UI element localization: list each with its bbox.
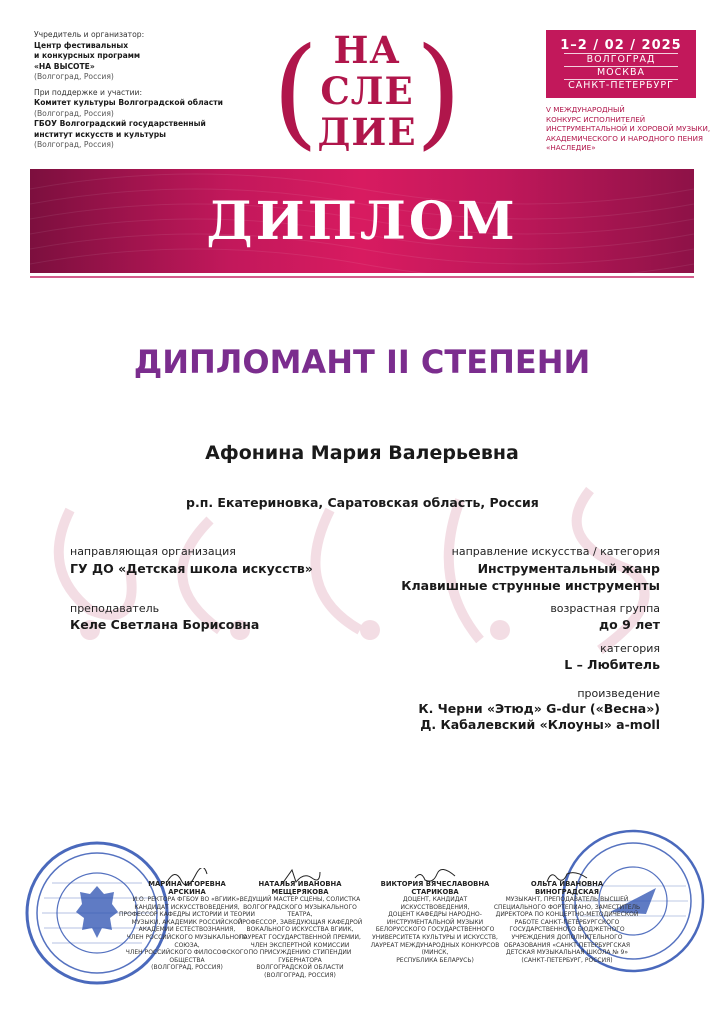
logo-line-2: СЛЕ [320, 69, 414, 113]
direction-value-2: Клавишные струнные инструменты [401, 578, 660, 593]
signer-4-line-7: ОБРАЗОВАНИЯ «САНКТ-ПЕТЕРБУРГСКАЯ [503, 941, 631, 949]
signer-1-line-3: ПРОФЕССОР КАФЕДРЫ ИСТОРИИ И ТЕОРИИ [119, 911, 255, 919]
signer-1-name-1: МАРИНА ИГОРЕВНА [148, 880, 226, 888]
signer-1-line-8: (ВОЛГОГРАД, РОССИЯ) [151, 964, 223, 972]
signer-1-name-2: АРСКИНА [168, 888, 206, 896]
support-org-2b: институт искусств и культуры [34, 129, 167, 139]
support-label: При поддержке и участии: [34, 87, 143, 97]
category-label: категория [600, 642, 660, 655]
signer-2-line-5: ЛАУРЕАТ ГОСУДАРСТВЕННОЙ ПРЕМИИ, [239, 933, 361, 941]
signer-4-line-4: РАБОТЕ САНКТ-ПЕТЕРБУРГСКОГО [514, 918, 620, 926]
signer-2-name-1: НАТАЛЬЯ ИВАНОВНА [258, 880, 342, 888]
signer-3-line-5: УНИВЕРСИТЕТА КУЛЬТУРЫ И ИСКУССТВ, [372, 933, 498, 941]
recipient-place: р.п. Екатериновка, Саратовская область, Россия [186, 495, 539, 510]
organizers-block [34, 30, 264, 151]
event-city-1: ВОЛГОГРАД [564, 53, 678, 66]
logo-letters [300, 30, 434, 153]
teacher-label: преподаватель [70, 602, 160, 615]
diploma-banner [30, 169, 694, 273]
signature-scribble-3 [413, 868, 457, 886]
signer-3-line-4: БЕЛОРУССКОГО ГОСУДАРСТВЕННОГО [375, 926, 495, 934]
contest-line-2: КОНКУРС ИСПОЛНИТЕЛЕЙ [546, 114, 646, 124]
founder-name-2: и конкурсных программ [34, 51, 141, 60]
signer-1-line-4: МУЗЫКИ, АКАДЕМИК РОССИЙСКОЙ [131, 918, 243, 926]
contest-line-1: V МЕЖДУНАРОДНЫЙ [546, 105, 625, 114]
signer-4-name-2: ВИНОГРАДСКАЯ [535, 888, 599, 896]
org-label: направляющая организация [70, 545, 236, 558]
nasledie-logo [272, 23, 462, 166]
signer-1-line-2: КАНДИДАТ ИСКУССТВОВЕДЕНИЯ, [134, 903, 240, 911]
logo-left-paren: ( [272, 23, 319, 162]
logo-line-1: НА [333, 28, 401, 72]
signer-2-line-4: ВОКАЛЬНОГО ИСКУССТВА ВГИИК, [246, 926, 354, 934]
recipient-name: Афонина Мария Валерьевна [205, 442, 519, 464]
founder-label: Учредитель и организатор: [34, 30, 145, 39]
signer-4-line-2: СПЕЦИАЛЬНОГО ФОРТЕПИАНО, ЗАМЕСТИТЕЛЬ [493, 903, 641, 911]
diploma-title: ДИПЛОМ [206, 191, 518, 252]
signer-4-line-8: ДЕТСКАЯ МУЗЫКАЛЬНАЯ ШКОЛА № 9» [506, 949, 628, 957]
diploma-degree: ДИПЛОМАНТ II СТЕПЕНИ [133, 343, 591, 381]
event-dates: 1–2 / 02 / 2025 [560, 38, 682, 53]
founder-name-1: Центр фестивальных [34, 40, 129, 50]
teacher-value: Келе Светлана Борисовна [70, 617, 260, 632]
signer-3-line-8: РЕСПУБЛИКА БЕЛАРУСЬ) [396, 956, 474, 964]
signature-block-3 [370, 880, 500, 964]
org-value: ГУ ДО «Детская школа искусств» [70, 561, 313, 576]
signature-scribble-4 [545, 868, 589, 886]
event-city-3: САНКТ-ПЕТЕРБУРГ [564, 79, 678, 92]
signer-2-line-9: (ВОЛГОГРАД, РОССИЯ) [264, 971, 336, 979]
signer-2-line-7: ПО ПРИСУЖДЕНИЮ СТИПЕНДИИ ГУБЕРНАТОРА [248, 949, 352, 964]
signer-2-line-8: ВОЛГОГРАДСКОЙ ОБЛАСТИ [256, 964, 344, 972]
support-org-1-city: (Волгоград, Россия) [34, 108, 114, 118]
signer-2-line-3: ПРОФЕССОР, ЗАВЕДУЮЩАЯ КАФЕДРОЙ [237, 918, 363, 926]
contest-line-4: АКАДЕМИЧЕСКОГО И НАРОДНОГО ПЕНИЯ [546, 133, 703, 143]
signer-4-name-1: ОЛЬГА ИВАНОВНА [530, 880, 604, 888]
contest-line-3: ИНСТРУМЕНТАЛЬНОЙ И ХОРОВОЙ МУЗЫКИ, [546, 124, 711, 133]
direction-label: направление искусства / категория [451, 545, 660, 558]
signer-1-line-5: АКАДЕМИИ ЕСТЕСТВОЗНАНИЯ, [138, 926, 236, 934]
signer-3-line-7: (МИНСК, [421, 949, 449, 957]
signer-1-line-1: И.О. РЕКТОРА ФГБОУ ВО «ВГИИК», [132, 896, 242, 903]
signer-3-line-2: ДОЦЕНТ КАФЕДРЫ НАРОДНО- [388, 911, 482, 919]
signer-2-line-6: ЧЛЕН ЭКСПЕРТНОЙ КОМИССИИ [250, 941, 350, 949]
banner-divider [30, 276, 694, 278]
logo-line-3: ДИЕ [317, 110, 417, 154]
signature-scribble-1 [165, 868, 209, 886]
signer-2-name-2: МЕЩЕРЯКОВА [271, 888, 329, 896]
contest-line-5: «НАСЛЕДИЕ» [546, 143, 596, 152]
founder-city: (Волгоград, Россия) [34, 72, 114, 81]
signer-2-line-1: ВЕДУЩИЙ МАСТЕР СЦЕНЫ, СОЛИСТКА [239, 896, 361, 903]
work-2: Д. Кабалевский «Клоуны» a-moll [420, 717, 660, 732]
support-org-2-city: (Волгоград, Россия) [34, 140, 114, 149]
category-value: L – Любитель [564, 657, 660, 672]
signer-1-line-7: ЧЛЕН РОССИЙСКОГО ФИЛОСОФСКОГО ОБЩЕСТВА [125, 949, 249, 964]
event-date-box [546, 30, 696, 98]
signer-4-line-6: УЧРЕЖДЕНИЯ ДОПОЛНИТЕЛЬНОГО [511, 933, 623, 941]
works-label: произведение [577, 687, 660, 700]
signature-block-2 [230, 880, 370, 980]
signer-3-line-1: ДОЦЕНТ, КАНДИДАТ ИСКУССТВОВЕДЕНИЯ, [400, 896, 470, 911]
contest-description [546, 105, 716, 153]
signer-4-line-1: МУЗЫКАНТ, ПРЕПОДАВАТЕЛЬ ВЫСШЕЙ [505, 896, 629, 903]
signer-1-line-6: ЧЛЕН РОССИЙСКОГО МУЗЫКАЛЬНОГО СОЮЗА, [126, 933, 248, 949]
signer-3-line-6: ЛАУРЕАТ МЕЖДУНАРОДНЫХ КОНКУРСОВ [370, 941, 500, 949]
logo-right-paren: ) [415, 23, 462, 162]
age-value: до 9 лет [599, 617, 660, 632]
signer-3-name-2: СТАРИКОВА [411, 888, 459, 896]
signer-4-line-3: ДИРЕКТОРА ПО КОНЦЕРТНО-МЕТОДИЧЕСКОЙ [495, 911, 639, 919]
support-org-2a: ГБОУ Волгоградский государственный [34, 119, 206, 128]
signer-3-line-3: ИНСТРУМЕНТАЛЬНОЙ МУЗЫКИ [386, 918, 484, 926]
founder-name-3: «НА ВЫСОТЕ» [34, 61, 95, 71]
signer-3-name-1: ВИКТОРИЯ ВЯЧЕСЛАВОВНА [380, 880, 490, 888]
event-city-2: МОСКВА [564, 66, 678, 79]
age-label: возрастная группа [550, 602, 660, 615]
signer-4-line-5: ГОСУДАРСТВЕННОГО БЮДЖЕТНОГО [509, 926, 625, 934]
direction-value-1: Инструментальный жанр [477, 561, 660, 576]
signature-scribble-2 [278, 868, 322, 886]
work-1: К. Черни «Этюд» G-dur («Весна») [418, 701, 660, 716]
signer-4-line-9: (САНКТ-ПЕТЕРБУРГ, РОССИЯ) [521, 956, 613, 964]
support-org-1: Комитет культуры Волгоградской области [34, 98, 223, 107]
signature-block-4 [492, 880, 642, 964]
signer-2-line-2: ВОЛГОГРАДСКОГО МУЗЫКАЛЬНОГО ТЕАТРА, [243, 903, 357, 919]
